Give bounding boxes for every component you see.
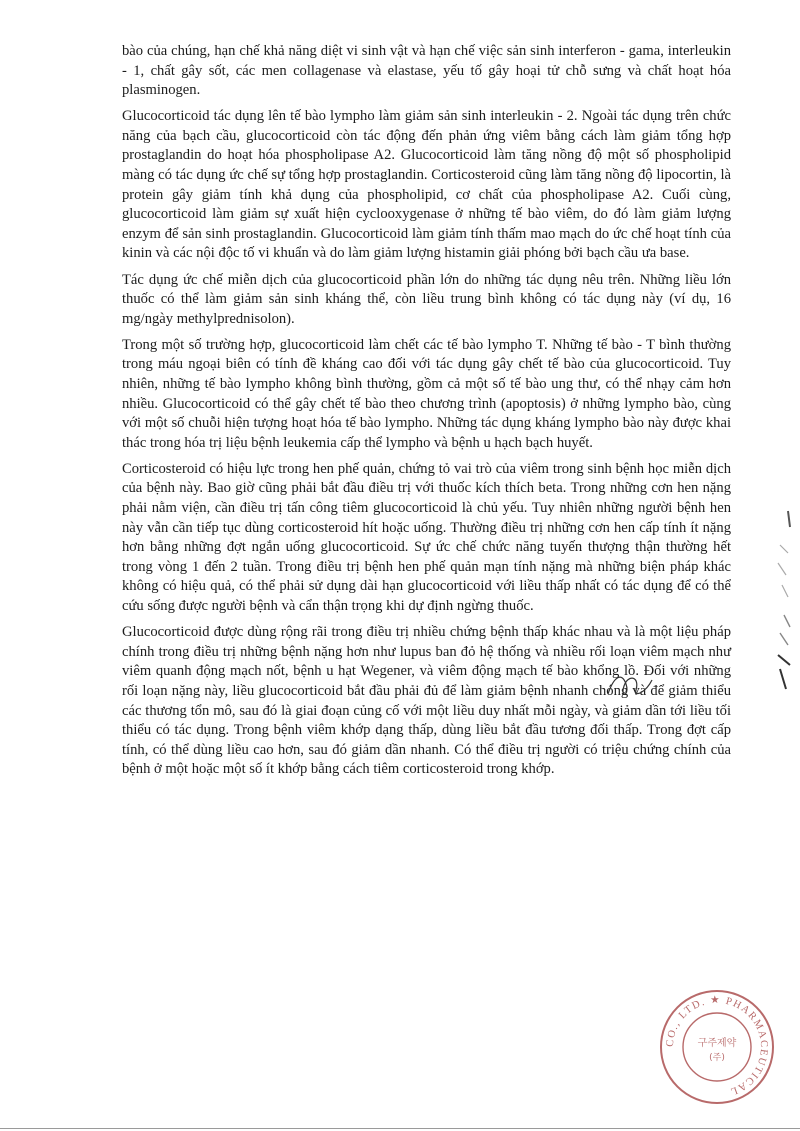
page-bottom-edge <box>0 1128 800 1129</box>
paragraph-5: Corticosteroid có hiệu lực trong hen phế quản, chứng tỏ vai trò của viêm trong sinh bệnh học miễn dịch của bệnh này. Bao giờ cũng phải bắt đầu điều trị với thuốc kích thích beta. Trong những cơn hen nặng phải nằm viện, cần điều trị tấn công tiêm glucocorticoid là chủ yếu. Tuy nhiên những người bệnh hen này vẫn cần tiếp tục dùng corticosteroid hít hoặc uống. Thường điều trị những cơn hen cấp tính ít nặng hơn bằng những đợt ngắn uống glucocorticoid. Sự ức chế chức năng tuyến thượng thận thường hết trong vòng 1 đến 2 tuần. Trong điều trị bệnh hen phế quản mạn tính nặng mà những biện pháp khác không có hiệu quả, có thể phải sử dụng dài hạn glucocorticoid với liều thấp nhất có tác dụng để có thể cứu sống được người bệnh và cẩn thận trọng khi dự định ngừng thuốc. <box>122 460 731 615</box>
company-seal <box>658 988 776 1106</box>
paragraph-2: Glucocorticoid tác dụng lên tế bào lympho làm giảm sản sinh interleukin - 2. Ngoài tác dụng trên chức năng của bạch cầu, glucocorticoid còn tác động đến phản ứng viêm bằng cách làm giảm tổng hợp prostaglandin do hoạt hóa phospholipase A2. Glucocorticoid làm tăng nồng độ một số phospholipid màng có tác dụng ức chế sự tổng hợp prostaglandin. Corticosteroid cũng làm tăng nồng độ lipocortin, là protein gây giảm tính khả dụng của phospholipid, cơ chất của phospholipase A2. Cuối cùng, glucocorticoid làm giảm sự xuất hiện cyclooxygenase ở những tế bào viêm, do đó làm giảm lượng enzym để sản sinh prostaglandin. Glucocorticoid làm giảm tính thấm mao mạch do ức chế hoạt tính của kinin và các nội độc tố vi khuẩn và do làm giảm lượng histamin giải phóng bởi bạch cầu ưa base. <box>122 108 731 262</box>
margin-stamp-fragment-icon <box>770 505 794 695</box>
paragraph-1: bào của chúng, hạn chế khả năng diệt vi sinh vật và hạn chế việc sản sinh interferon - gama, interleukin - 1, chất gây sốt, các men collagenase và elastase, yếu tố gây hoại tử chỗ sưng và chất hoạt hóa plasminogen. <box>122 43 731 99</box>
paragraph-3: Tác dụng ức chế miễn dịch của glucocorticoid phần lớn do những tác dụng nêu trên. Những liều lớn thuốc có thể làm giảm sản sinh kháng thể, còn liều trung bình không có tác dụng này (ví dụ, 16 mg/ngày methylprednisolon). <box>122 271 731 327</box>
seal-center-text: 구주제약 <box>697 1038 737 1049</box>
paragraph-4: Trong một số trường hợp, glucocorticoid làm chết các tế bào lympho T. Những tế bào - T bình thường trong máu ngoại biên có tính đề kháng cao đối với tác dụng gây chết tế bào của glucocorticoid. Tuy nhiên, những tế bào lympho không bình thường, gồm cả một số tế bào ung thư, có thể nhạy cảm hơn nhiều. Glucocorticoid có thể gây chết tế bào theo chương trình (apoptosis) ở những lympho bào, cùng với một số chuỗi hiện tượng hoạt hóa tế bào lympho. Những tác dụng kháng lympho bào này được khai thác trong hóa trị liệu bệnh leukemia cấp thể lympho và bệnh u hạch bạch huyết. <box>122 336 731 451</box>
seal-outer-text: CO., LTD. ★ PHARMACEUTICAL <box>664 994 770 1098</box>
handwritten-scribble-icon <box>600 666 660 702</box>
seal-center-sub: (주) <box>709 1053 725 1063</box>
paragraph-6: Glucocorticoid được dùng rộng rãi trong điều trị nhiều chứng bệnh thấp khác nhau và là một liệu pháp chính trong điều trị những bệnh nặng hơn như lupus ban đỏ hệ thống và nhiều rối loạn viêm mạch như viêm quanh động mạch nốt, bệnh u hạt Wegener, và viêm động mạch tế bào khổng lồ. Đối với những rối loạn nặng này, liều glucocorticoid bắt đầu phải đủ để làm giảm bệnh nhanh chóng và để giảm thiểu các thương tổn mô, sau đó là giai đoạn củng cố với một liều duy nhất mỗi ngày, và giảm dần tới liều tối thiểu có tác dụng. Trong bệnh viêm khớp dạng thấp, dùng liều bắt đầu tương đối thấp. Trong đợt cấp tính, có thể dùng liều cao hơn, sau đó giảm dần nhanh. Có thể điều trị người có triệu chứng chính của bệnh ở một hoặc một số ít khớp bằng cách tiêm corticosteroid trong khớp. <box>122 624 731 778</box>
